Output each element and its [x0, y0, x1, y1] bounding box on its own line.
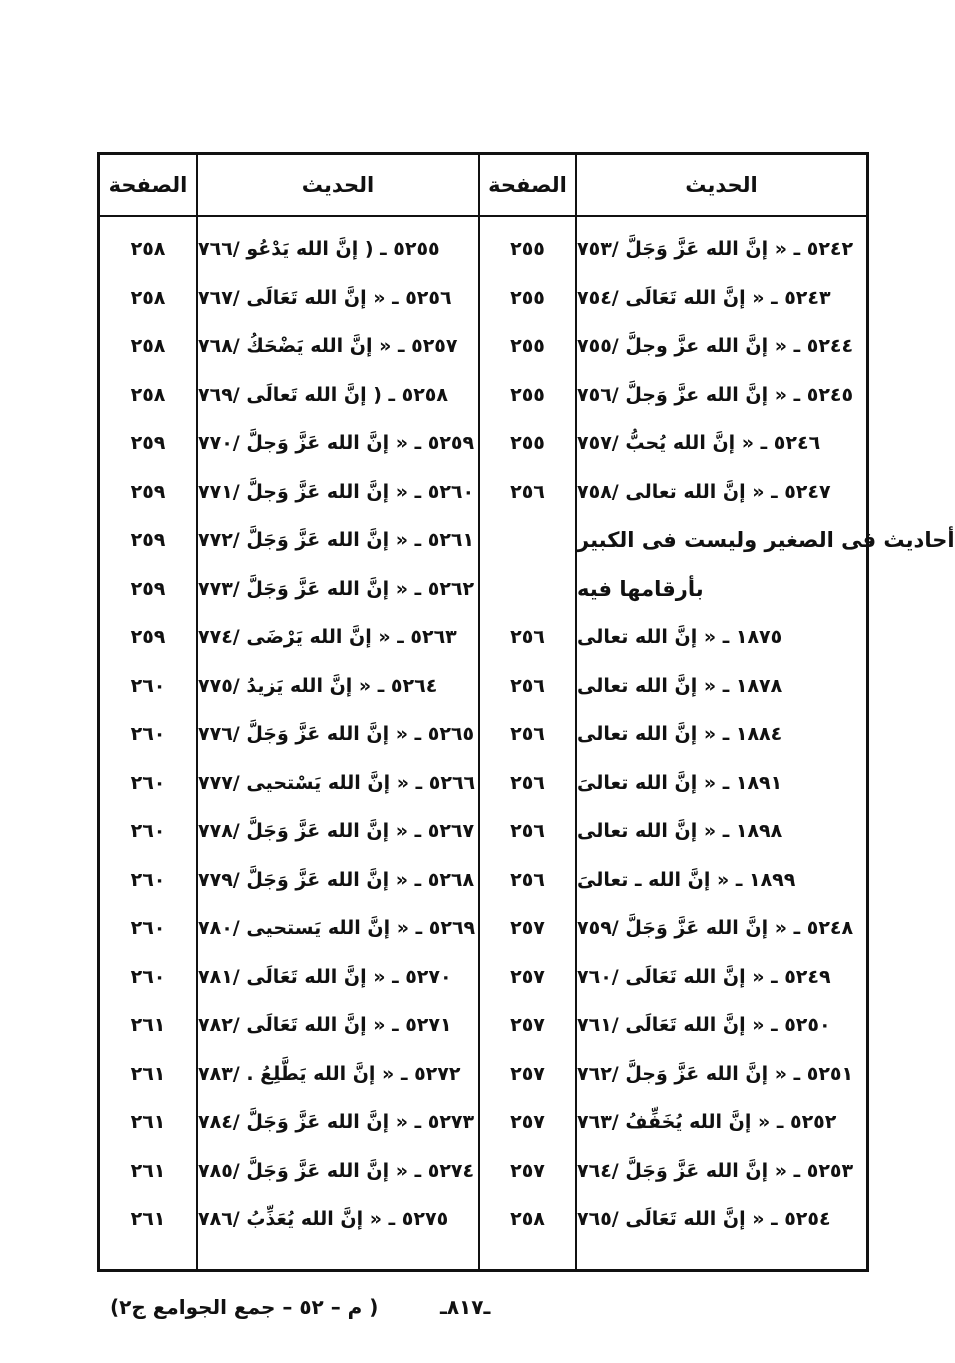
hadith-entry: ٥٢٤٧ ـ « إنَّ الله تعالى /٧٥٨	[577, 480, 831, 503]
page-ref: ٢٥٦	[510, 674, 545, 697]
section-heading: أحاديث فى الصغير وليست فى الكبير	[577, 528, 955, 552]
page-ref: ٢٥٩	[130, 480, 166, 503]
page-ref: ٢٦١	[130, 1208, 166, 1230]
page-ref: ٢٥٧	[510, 1111, 545, 1133]
page-ref: ٢٥٦	[510, 626, 545, 648]
hadith-entry: ١٨٩١ ـ « إنَّ الله تعالىَ	[577, 771, 783, 794]
page-ref: ٢٥٦	[510, 480, 545, 503]
hadith-entry: ٥٢٦٧ ـ « إنَّ الله عَزَّ وَجَلَّ /٧٧٨	[198, 820, 475, 842]
hadith-entry: ٥٢٤٤ ـ « إنَّ الله عزَّ وجلَّ /٧٥٥	[577, 335, 854, 357]
page-ref: ٢٥٨	[130, 383, 166, 406]
page-ref: ٢٥٩	[130, 626, 166, 648]
page-ref: ٢٥٧	[510, 1014, 545, 1036]
page-ref: ٢٥٨	[130, 286, 166, 309]
page-number: ـ٨١٧ـ	[440, 1295, 491, 1319]
header-right-page: الصفحة	[488, 173, 567, 197]
hadith-entry: ٥٢٧٣ ـ « إنَّ الله عَزَّ وَجَلَّ /٧٨٤	[198, 1111, 475, 1133]
hadith-entry: ٥٢٧٥ ـ « إنَّ الله يُعَذِّبُ /٧٨٦	[198, 1208, 449, 1230]
page-ref: ٢٦١	[130, 1062, 166, 1085]
hadith-entry: ٥٢٦٤ ـ « إنَّ الله يَزيدُ /٧٧٥	[198, 674, 438, 697]
page-ref: ٢٦٠	[130, 820, 166, 842]
hadith-entry: ٥٢٦١ ـ « إنَّ الله عَزَّ وَجَلَّ /٧٧٢	[198, 529, 475, 551]
hadith-entry: ٥٢٧٤ ـ « إنَّ الله عَزَّ وَجَلَّ /٧٨٥	[198, 1159, 475, 1182]
page-ref: ٢٥٧	[510, 965, 545, 988]
page-ref: ٢٥٦	[510, 723, 545, 745]
page-ref: ٢٥٥	[510, 286, 545, 309]
hadith-entry: ٥٢٧٠ ـ « إنَّ الله تَعَالَى /٧٨١	[198, 965, 452, 988]
page-ref: ٢٥٦	[510, 771, 545, 794]
page-ref: ٢٥٥	[510, 238, 545, 260]
page-ref	[480, 516, 575, 564]
hadith-entry: ٥٢٦٥ ـ « إنَّ الله عَزَّ وَجَلَّ /٧٧٦	[198, 723, 475, 745]
hadith-entry: ٥٢٥٦ ـ « إنَّ الله تَعَالَى /٧٦٧	[198, 286, 452, 309]
page-ref: ٢٥٦	[510, 820, 545, 842]
hadith-entry: ٥٢٤٨ ـ « إنَّ الله عَزَّ وَجَلَّ /٧٥٩	[577, 917, 854, 939]
page-ref: ٢٥٥	[510, 383, 545, 406]
header-right-hadith: الحديث	[685, 173, 758, 197]
section-heading: بأرقامها فيه	[577, 576, 704, 601]
hadith-entry: ٥٢٦٦ ـ « إنَّ الله يَسْتحيى /٧٧٧	[198, 771, 476, 794]
hadith-entry: ٥٢٤٦ ـ « إنَّ الله يُحبُّ /٧٥٧	[577, 432, 821, 454]
page-ref: ٢٥٥	[510, 432, 545, 454]
page-ref: ٢٥٨	[510, 1208, 545, 1230]
page-ref: ٢٥٩	[130, 577, 166, 600]
header-left-page: الصفحة	[108, 173, 188, 197]
header-left-hadith: الحديث	[301, 173, 375, 197]
hadith-entry: ٥٢٥١ ـ « إنَّ الله عَزَّ وَجلَّ /٧٦٢	[577, 1062, 854, 1085]
hadith-entry: ٥٢٥٧ ـ « إنَّ الله يَضْحَكُ /٧٦٨	[198, 335, 458, 357]
hadith-entry: ١٨٧٥ ـ « إنَّ الله تعالى	[577, 626, 783, 648]
page-ref: ٢٥٧	[510, 1159, 545, 1182]
page-ref: ٢٦٠	[130, 723, 166, 745]
page-ref: ٢٦١	[130, 1014, 166, 1036]
page-ref: ٢٦٠	[130, 868, 166, 891]
page-ref: ٢٦٠	[130, 917, 166, 939]
page-ref: ٢٥٦	[510, 868, 545, 891]
hadith-entry: ١٨٩٨ ـ « إنَّ الله تعالى	[577, 820, 783, 842]
hadith-entry: ٥٢٥٥ ـ ( إنَّ الله يَدْعُو /٧٦٦	[198, 238, 440, 260]
hadith-entry: ٥٢٤٢ ـ « إنَّ الله عَزَّ وَجَلَّ /٧٥٣	[577, 238, 854, 260]
page-ref: ٢٦١	[130, 1159, 166, 1182]
hadith-entry: ١٨٧٨ ـ « إنَّ الله تعالى	[577, 674, 783, 697]
page-ref: ٢٥٥	[510, 335, 545, 357]
page-ref: ٢٦٠	[130, 674, 166, 697]
hadith-entry: ٥٢٤٣ ـ « إنَّ الله تَعَالَى /٧٥٤	[577, 286, 831, 309]
hadith-entry: ٥٢٧٢ ـ « إنَّ الله يَطَّلِعُ . /٧٨٣	[198, 1062, 461, 1085]
page-ref: ٢٥٨	[130, 335, 166, 357]
hadith-entry: ٥٢٥٨ ـ ( إنَّ الله تَعالَى /٧٦٩	[198, 383, 448, 406]
hadith-entry: ٥٢٥٣ ـ « إنَّ الله عَزَّ وَجَلَّ /٧٦٤	[577, 1159, 854, 1182]
hadith-entry: ٥٢٦٣ ـ « إنَّ الله يَرْضَى /٧٧٤	[198, 626, 457, 648]
hadith-entry: ٥٢٧١ ـ « إنَّ الله تَعَالَى /٧٨٢	[198, 1014, 452, 1036]
page-ref: ٢٦١	[130, 1111, 166, 1133]
hadith-entry: ٥٢٥٩ ـ « إنَّ الله عَزَّ وَجلَّ /٧٧٠	[198, 432, 475, 454]
hadith-entry: ١٨٨٤ ـ « إنَّ الله تعالى	[577, 723, 783, 745]
index-table	[97, 152, 955, 1272]
hadith-entry: ٥٢٤٥ ـ « إنَّ الله عزَّ وَجلَّ /٧٥٦	[577, 383, 854, 406]
hadith-entry: ١٨٩٩ ـ « إنَّ الله ـ تعالىَ	[577, 868, 796, 891]
hadith-entry: ٥٢٥٤ ـ « إنَّ الله تَعَالَى /٧٦٥	[577, 1208, 831, 1230]
page-ref	[480, 565, 575, 613]
hadith-entry: ٥٢٥٠ ـ « إنَّ الله تَعَالَى /٧٦١	[577, 1014, 831, 1036]
header-underline	[100, 215, 866, 217]
hadith-entry: ٥٢٦٩ ـ « إنَّ الله يَستحيى /٧٨٠	[198, 917, 476, 939]
hadith-entry: ٥٢٦٢ ـ « إنَّ الله عَزَّ وَجَلَّ /٧٧٣	[198, 577, 475, 600]
hadith-entry: ٥٢٦٠ ـ « إنَّ الله عَزَّ وَجلَّ /٧٧١	[198, 480, 475, 503]
page-ref: ٢٥٩	[130, 432, 166, 454]
hadith-entry: ٥٢٥٢ ـ « إنَّ الله يُخَفِّفُ /٧٦٣	[577, 1111, 837, 1133]
page-ref: ٢٥٩	[130, 529, 166, 551]
page-ref: ٢٥٧	[510, 1062, 545, 1085]
book-signature: ( م – ٥٢ – جمع الجوامع ج٢)	[110, 1295, 379, 1319]
hadith-entry: ٥٢٤٩ ـ « إنَّ الله تَعَالَى /٧٦٠	[577, 965, 831, 988]
page-ref: ٢٦٠	[130, 771, 166, 794]
page-ref: ٢٥٧	[510, 917, 545, 939]
hadith-entry: ٥٢٦٨ ـ « إنَّ الله عَزَّ وَجَلَّ /٧٧٩	[198, 868, 475, 891]
page-ref: ٢٥٨	[130, 238, 166, 260]
page-ref: ٢٦٠	[130, 965, 166, 988]
